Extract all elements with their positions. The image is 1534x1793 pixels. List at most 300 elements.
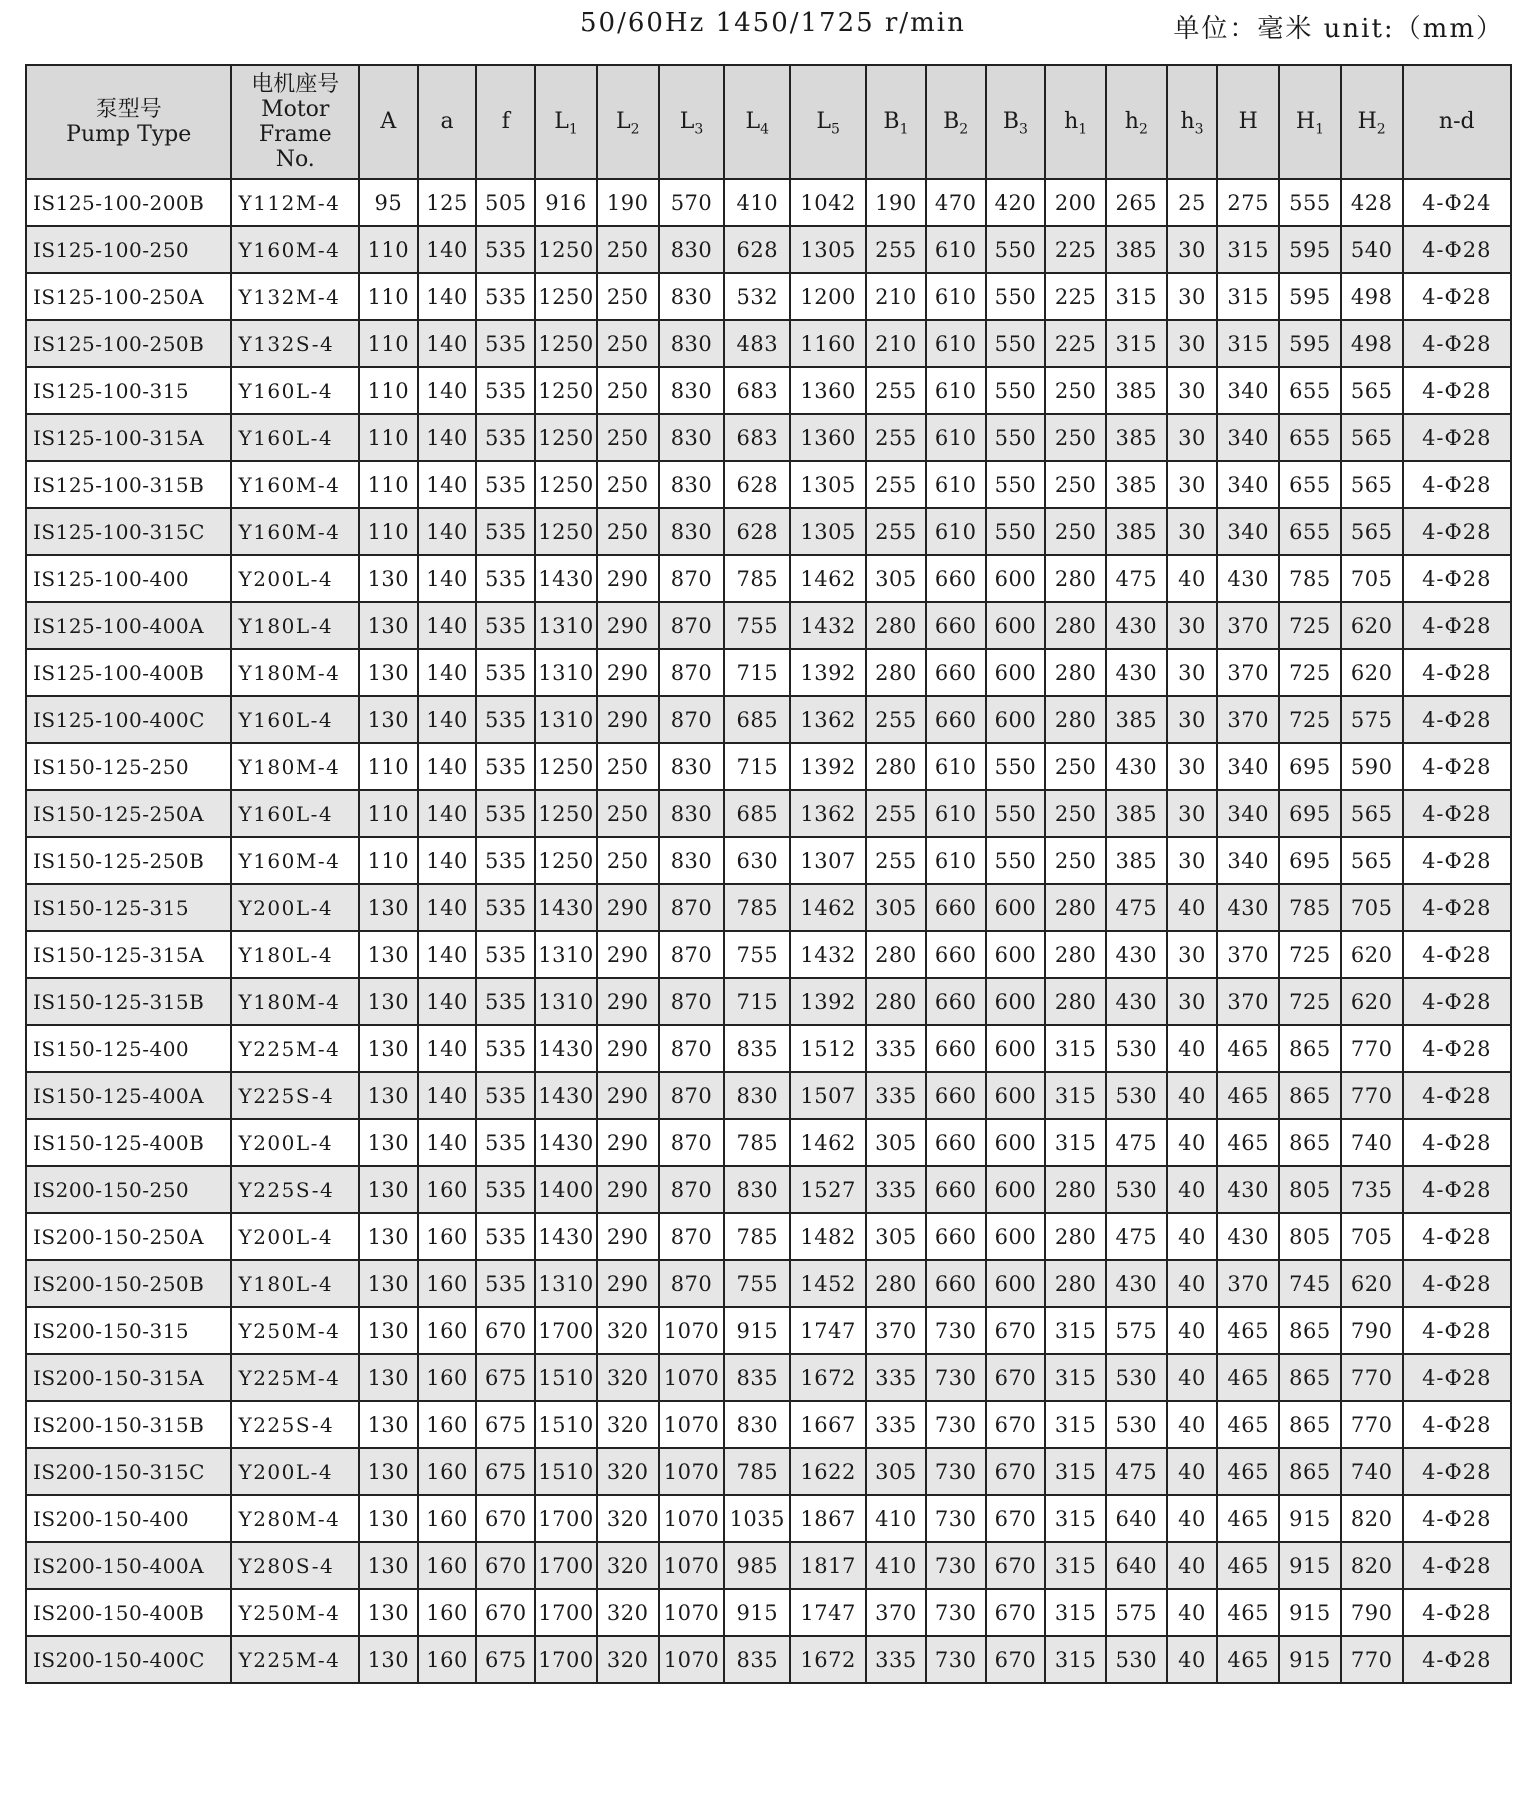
motor-frame-cell: Y200L-4	[231, 884, 359, 931]
table-cell: 160	[418, 1401, 477, 1448]
table-cell: 25	[1167, 179, 1218, 226]
table-cell: 265	[1106, 179, 1167, 226]
table-cell: 4-Φ28	[1403, 1260, 1511, 1307]
table-cell: 670	[986, 1448, 1046, 1495]
table-cell: 483	[724, 320, 790, 367]
table-cell: 715	[724, 978, 790, 1025]
table-cell: 830	[659, 367, 725, 414]
table-row	[26, 931, 1511, 978]
table-cell: 550	[986, 226, 1046, 273]
motor-frame-cell: Y225M-4	[231, 1636, 359, 1683]
pump-type-cell: IS125-100-315B	[26, 461, 231, 508]
table-cell: 865	[1279, 1025, 1341, 1072]
table-cell: 110	[359, 790, 418, 837]
table-cell: 670	[986, 1354, 1046, 1401]
table-cell: 730	[926, 1401, 986, 1448]
table-cell: 30	[1167, 931, 1218, 978]
table-cell: 835	[724, 1354, 790, 1401]
table-cell: 870	[659, 1119, 725, 1166]
table-cell: 335	[866, 1072, 926, 1119]
pump-type-cell: IS125-100-315C	[26, 508, 231, 555]
table-cell: 4-Φ28	[1403, 837, 1511, 884]
table-cell: 535	[476, 367, 535, 414]
table-cell: 865	[1279, 1119, 1341, 1166]
table-cell: 4-Φ28	[1403, 1448, 1511, 1495]
table-cell: 1250	[535, 790, 597, 837]
table-cell: 1305	[790, 461, 866, 508]
table-cell: 640	[1106, 1495, 1167, 1542]
table-cell: 340	[1217, 743, 1279, 790]
table-cell: 1700	[535, 1307, 597, 1354]
table-cell: 305	[866, 884, 926, 931]
table-cell: 1510	[535, 1354, 597, 1401]
table-cell: 660	[926, 602, 986, 649]
table-cell: 565	[1341, 790, 1403, 837]
pump-type-cell: IS200-150-400B	[26, 1589, 231, 1636]
table-cell: 30	[1167, 837, 1218, 884]
table-cell: 505	[476, 179, 535, 226]
table-cell: 770	[1341, 1072, 1403, 1119]
table-cell: 1310	[535, 931, 597, 978]
table-cell: 140	[418, 884, 477, 931]
table-cell: 830	[659, 414, 725, 461]
table-cell: 535	[476, 1072, 535, 1119]
table-cell: 110	[359, 743, 418, 790]
table-cell: 535	[476, 743, 535, 790]
table-cell: 628	[724, 461, 790, 508]
motor-frame-cell: Y180L-4	[231, 602, 359, 649]
table-cell: 315	[1045, 1589, 1106, 1636]
pump-type-cell: IS125-100-200B	[26, 179, 231, 226]
table-cell: 30	[1167, 226, 1218, 273]
table-cell: 290	[597, 602, 659, 649]
table-cell: 140	[418, 273, 477, 320]
table-cell: 430	[1106, 931, 1167, 978]
table-cell: 1310	[535, 1260, 597, 1307]
table-cell: 683	[724, 414, 790, 461]
table-cell: 550	[986, 743, 1046, 790]
table-cell: 140	[418, 696, 477, 743]
table-cell: 140	[418, 555, 477, 602]
table-cell: 4-Φ28	[1403, 1636, 1511, 1683]
table-cell: 610	[926, 320, 986, 367]
pump-type-cell: IS200-150-400C	[26, 1636, 231, 1683]
table-cell: 320	[597, 1495, 659, 1542]
table-cell: 4-Φ28	[1403, 790, 1511, 837]
column-header: H	[1217, 65, 1279, 179]
table-cell: 660	[926, 696, 986, 743]
table-cell: 730	[926, 1542, 986, 1589]
table-cell: 140	[418, 414, 477, 461]
motor-frame-cell: Y200L-4	[231, 1119, 359, 1166]
table-cell: 320	[597, 1307, 659, 1354]
pump-type-cell: IS200-150-315B	[26, 1401, 231, 1448]
table-cell: 670	[476, 1307, 535, 1354]
table-cell: 4-Φ28	[1403, 1213, 1511, 1260]
table-cell: 420	[986, 179, 1046, 226]
table-row	[26, 1119, 1511, 1166]
motor-frame-cell: Y132M-4	[231, 273, 359, 320]
table-cell: 620	[1341, 1260, 1403, 1307]
column-header: $L_5$	[790, 65, 866, 179]
table-cell: 870	[659, 696, 725, 743]
table-cell: 770	[1341, 1401, 1403, 1448]
table-cell: 1430	[535, 1072, 597, 1119]
table-cell: 600	[986, 931, 1046, 978]
table-cell: 4-Φ28	[1403, 1495, 1511, 1542]
table-cell: 385	[1106, 226, 1167, 273]
table-cell: 915	[1279, 1636, 1341, 1683]
table-cell: 1070	[659, 1448, 725, 1495]
table-cell: 250	[1045, 414, 1106, 461]
table-cell: 600	[986, 1260, 1046, 1307]
table-cell: 600	[986, 1166, 1046, 1213]
table-cell: 4-Φ28	[1403, 1589, 1511, 1636]
table-cell: 1250	[535, 367, 597, 414]
table-cell: 670	[986, 1495, 1046, 1542]
table-cell: 660	[926, 1072, 986, 1119]
table-cell: 320	[597, 1542, 659, 1589]
table-cell: 130	[359, 649, 418, 696]
table-cell: 130	[359, 1495, 418, 1542]
table-cell: 830	[724, 1401, 790, 1448]
table-cell: 670	[476, 1495, 535, 1542]
motor-frame-cell: Y132S-4	[231, 320, 359, 367]
table-cell: 280	[866, 743, 926, 790]
pump-type-cell: IS150-125-250	[26, 743, 231, 790]
table-cell: 915	[1279, 1589, 1341, 1636]
table-cell: 190	[597, 179, 659, 226]
table-cell: 550	[986, 273, 1046, 320]
table-row	[26, 884, 1511, 931]
table-cell: 140	[418, 743, 477, 790]
table-cell: 660	[926, 1025, 986, 1072]
table-cell: 535	[476, 649, 535, 696]
table-cell: 305	[866, 1213, 926, 1260]
table-cell: 1672	[790, 1354, 866, 1401]
table-cell: 385	[1106, 414, 1167, 461]
table-cell: 4-Φ28	[1403, 743, 1511, 790]
table-cell: 535	[476, 1119, 535, 1166]
table-cell: 430	[1106, 649, 1167, 696]
table-cell: 1250	[535, 837, 597, 884]
table-cell: 140	[418, 508, 477, 555]
table-cell: 475	[1106, 555, 1167, 602]
table-cell: 670	[986, 1401, 1046, 1448]
table-row	[26, 1401, 1511, 1448]
pump-type-cell: IS125-100-400	[26, 555, 231, 602]
table-cell: 4-Φ28	[1403, 555, 1511, 602]
table-cell: 865	[1279, 1448, 1341, 1495]
table-cell: 250	[597, 367, 659, 414]
table-cell: 280	[1045, 649, 1106, 696]
table-cell: 130	[359, 555, 418, 602]
table-cell: 430	[1217, 884, 1279, 931]
table-cell: 600	[986, 1072, 1046, 1119]
table-cell: 465	[1217, 1401, 1279, 1448]
table-cell: 290	[597, 1166, 659, 1213]
table-cell: 830	[659, 320, 725, 367]
table-cell: 870	[659, 884, 725, 931]
table-cell: 160	[418, 1542, 477, 1589]
table-cell: 335	[866, 1166, 926, 1213]
table-cell: 370	[1217, 931, 1279, 978]
table-cell: 430	[1106, 743, 1167, 790]
table-cell: 600	[986, 1119, 1046, 1166]
table-cell: 40	[1167, 1260, 1218, 1307]
table-cell: 275	[1217, 179, 1279, 226]
table-cell: 785	[724, 1119, 790, 1166]
table-cell: 465	[1217, 1119, 1279, 1166]
table-cell: 610	[926, 837, 986, 884]
column-header: $h_3$	[1167, 65, 1218, 179]
table-cell: 640	[1106, 1542, 1167, 1589]
table-row	[26, 273, 1511, 320]
column-header: a	[418, 65, 477, 179]
table-cell: 340	[1217, 367, 1279, 414]
table-cell: 370	[866, 1589, 926, 1636]
table-cell: 130	[359, 978, 418, 1025]
table-cell: 40	[1167, 884, 1218, 931]
table-cell: 140	[418, 320, 477, 367]
table-cell: 370	[1217, 978, 1279, 1025]
table-cell: 830	[724, 1166, 790, 1213]
table-cell: 110	[359, 273, 418, 320]
table-cell: 385	[1106, 837, 1167, 884]
pump-type-cell: IS200-150-315A	[26, 1354, 231, 1401]
table-row	[26, 649, 1511, 696]
table-row	[26, 1260, 1511, 1307]
table-cell: 315	[1045, 1542, 1106, 1589]
motor-frame-cell: Y250M-4	[231, 1307, 359, 1354]
table-row	[26, 1636, 1511, 1683]
table-cell: 628	[724, 226, 790, 273]
table-cell: 550	[986, 461, 1046, 508]
table-cell: 40	[1167, 1119, 1218, 1166]
table-cell: 620	[1341, 931, 1403, 978]
table-row	[26, 743, 1511, 790]
table-cell: 385	[1106, 790, 1167, 837]
motor-frame-cell: Y112M-4	[231, 179, 359, 226]
table-cell: 110	[359, 508, 418, 555]
table-cell: 715	[724, 649, 790, 696]
table-cell: 40	[1167, 1307, 1218, 1354]
table-cell: 785	[724, 1213, 790, 1260]
table-cell: 475	[1106, 1119, 1167, 1166]
table-cell: 725	[1279, 602, 1341, 649]
table-cell: 1362	[790, 696, 866, 743]
table-cell: 475	[1106, 884, 1167, 931]
table-cell: 465	[1217, 1072, 1279, 1119]
table-cell: 4-Φ24	[1403, 179, 1511, 226]
table-cell: 770	[1341, 1354, 1403, 1401]
table-cell: 1622	[790, 1448, 866, 1495]
column-header: $H_1$	[1279, 65, 1341, 179]
table-cell: 1700	[535, 1636, 597, 1683]
table-cell: 1700	[535, 1542, 597, 1589]
table-cell: 655	[1279, 508, 1341, 555]
table-cell: 730	[926, 1448, 986, 1495]
table-cell: 1482	[790, 1213, 866, 1260]
table-cell: 535	[476, 931, 535, 978]
table-cell: 1392	[790, 743, 866, 790]
table-cell: 130	[359, 1119, 418, 1166]
table-cell: 475	[1106, 1448, 1167, 1495]
table-cell: 790	[1341, 1307, 1403, 1354]
table-cell: 655	[1279, 461, 1341, 508]
table-cell: 1392	[790, 978, 866, 1025]
motor-frame-cell: Y280M-4	[231, 1495, 359, 1542]
table-cell: 1432	[790, 602, 866, 649]
table-cell: 785	[724, 884, 790, 931]
table-cell: 130	[359, 602, 418, 649]
table-cell: 1462	[790, 1119, 866, 1166]
table-cell: 550	[986, 837, 1046, 884]
pump-type-cell: IS200-150-400A	[26, 1542, 231, 1589]
table-cell: 40	[1167, 555, 1218, 602]
pump-type-cell: IS125-100-250	[26, 226, 231, 273]
pump-type-cell: IS200-150-250B	[26, 1260, 231, 1307]
table-cell: 535	[476, 884, 535, 931]
table-cell: 280	[1045, 884, 1106, 931]
table-cell: 565	[1341, 414, 1403, 461]
table-cell: 1867	[790, 1495, 866, 1542]
motor-frame-cell: Y225M-4	[231, 1354, 359, 1401]
frequency-speed-label: 50/60Hz 1450/1725 r/min	[580, 8, 966, 38]
table-cell: 1070	[659, 1636, 725, 1683]
table-cell: 705	[1341, 884, 1403, 931]
table-cell: 730	[926, 1495, 986, 1542]
table-cell: 290	[597, 1260, 659, 1307]
table-cell: 1310	[535, 602, 597, 649]
table-cell: 30	[1167, 414, 1218, 461]
table-body	[26, 179, 1511, 1683]
table-cell: 40	[1167, 1354, 1218, 1401]
table-cell: 4-Φ28	[1403, 367, 1511, 414]
pump-type-header: 泵型号 Pump Type	[26, 65, 231, 179]
table-cell: 290	[597, 1213, 659, 1260]
table-cell: 280	[1045, 1213, 1106, 1260]
table-cell: 340	[1217, 414, 1279, 461]
table-cell: 30	[1167, 320, 1218, 367]
table-cell: 670	[986, 1542, 1046, 1589]
table-cell: 830	[659, 837, 725, 884]
table-cell: 40	[1167, 1166, 1218, 1213]
table-cell: 465	[1217, 1448, 1279, 1495]
table-cell: 1305	[790, 226, 866, 273]
table-cell: 1700	[535, 1589, 597, 1636]
table-cell: 870	[659, 931, 725, 978]
motor-frame-cell: Y160L-4	[231, 696, 359, 743]
table-cell: 870	[659, 1213, 725, 1260]
table-cell: 190	[866, 179, 926, 226]
table-cell: 280	[1045, 931, 1106, 978]
table-cell: 660	[926, 1119, 986, 1166]
table-cell: 830	[659, 461, 725, 508]
table-cell: 130	[359, 1213, 418, 1260]
table-cell: 4-Φ28	[1403, 226, 1511, 273]
table-cell: 315	[1217, 273, 1279, 320]
table-cell: 250	[597, 508, 659, 555]
motor-frame-cell: Y225M-4	[231, 1025, 359, 1072]
table-cell: 530	[1106, 1354, 1167, 1401]
table-cell: 335	[866, 1401, 926, 1448]
table-cell: 315	[1045, 1072, 1106, 1119]
table-cell: 130	[359, 1589, 418, 1636]
table-cell: 290	[597, 649, 659, 696]
table-cell: 655	[1279, 367, 1341, 414]
table-cell: 320	[597, 1401, 659, 1448]
table-cell: 1430	[535, 1119, 597, 1166]
table-cell: 465	[1217, 1636, 1279, 1683]
table-cell: 705	[1341, 1213, 1403, 1260]
table-cell: 600	[986, 696, 1046, 743]
table-cell: 835	[724, 1025, 790, 1072]
table-row	[26, 696, 1511, 743]
table-cell: 670	[476, 1589, 535, 1636]
motor-frame-cell: Y160L-4	[231, 367, 359, 414]
table-cell: 1250	[535, 226, 597, 273]
table-cell: 280	[1045, 696, 1106, 743]
table-cell: 1672	[790, 1636, 866, 1683]
table-cell: 250	[1045, 461, 1106, 508]
pump-type-cell: IS150-125-400	[26, 1025, 231, 1072]
table-cell: 575	[1341, 696, 1403, 743]
table-cell: 870	[659, 1260, 725, 1307]
table-cell: 370	[1217, 649, 1279, 696]
table-cell: 530	[1106, 1401, 1167, 1448]
table-cell: 315	[1045, 1119, 1106, 1166]
table-cell: 385	[1106, 508, 1167, 555]
pump-type-cell: IS200-150-315	[26, 1307, 231, 1354]
table-cell: 320	[597, 1589, 659, 1636]
table-row	[26, 790, 1511, 837]
table-cell: 410	[866, 1542, 926, 1589]
table-cell: 535	[476, 602, 535, 649]
table-cell: 770	[1341, 1636, 1403, 1683]
table-cell: 250	[1045, 367, 1106, 414]
table-cell: 160	[418, 1260, 477, 1307]
table-cell: 610	[926, 367, 986, 414]
table-cell: 40	[1167, 1072, 1218, 1119]
table-cell: 210	[866, 320, 926, 367]
pump-type-cell: IS200-150-400	[26, 1495, 231, 1542]
table-cell: 315	[1217, 320, 1279, 367]
table-cell: 335	[866, 1354, 926, 1401]
table-cell: 660	[926, 1166, 986, 1213]
pump-type-cell: IS125-100-400C	[26, 696, 231, 743]
table-cell: 1747	[790, 1307, 866, 1354]
table-cell: 1250	[535, 414, 597, 461]
table-cell: 315	[1045, 1448, 1106, 1495]
table-cell: 535	[476, 790, 535, 837]
table-cell: 1512	[790, 1025, 866, 1072]
pump-type-cell: IS200-150-250	[26, 1166, 231, 1213]
table-cell: 1070	[659, 1307, 725, 1354]
pump-type-cell: IS125-100-400B	[26, 649, 231, 696]
table-cell: 280	[1045, 1260, 1106, 1307]
motor-frame-cell: Y160M-4	[231, 837, 359, 884]
table-cell: 315	[1106, 320, 1167, 367]
table-cell: 670	[476, 1542, 535, 1589]
table-cell: 785	[724, 1448, 790, 1495]
table-cell: 610	[926, 273, 986, 320]
table-cell: 870	[659, 1025, 725, 1072]
table-cell: 610	[926, 461, 986, 508]
table-cell: 1360	[790, 367, 866, 414]
table-cell: 1160	[790, 320, 866, 367]
table-cell: 550	[986, 367, 1046, 414]
